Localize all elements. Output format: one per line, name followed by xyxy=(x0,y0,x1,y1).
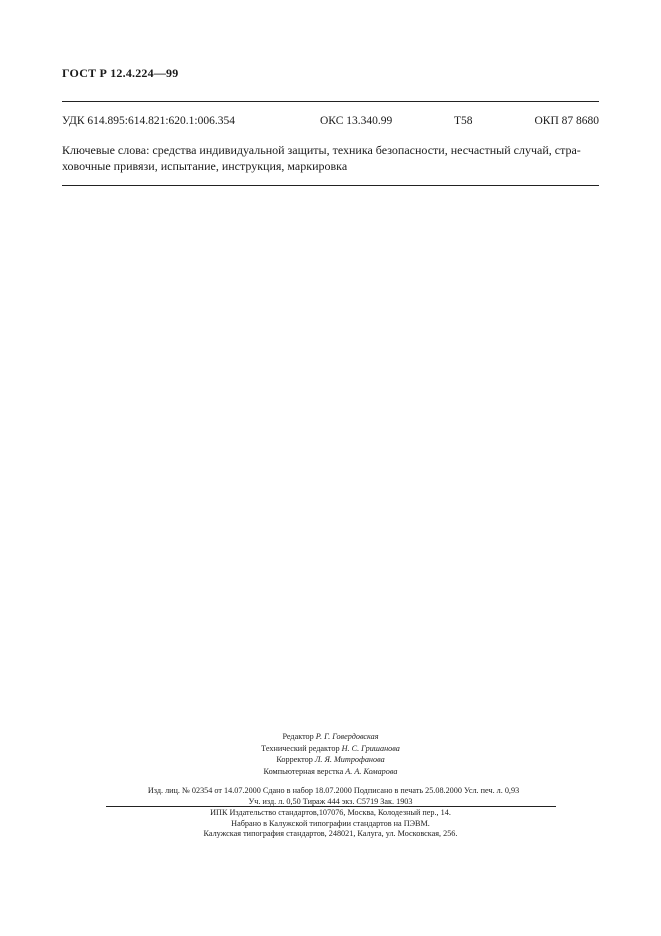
top-divider xyxy=(62,101,599,102)
staff-credits xyxy=(62,731,599,777)
keywords-block xyxy=(62,142,599,174)
imprint-block xyxy=(62,731,599,807)
pub-line-1: Изд. лиц. № 02354 от 14.07.2000 Сдано в набор 18.07.2000 Подписано в печать 25.08.2000 Усл. печ. л. 0,93 xyxy=(147,786,520,795)
press-line-2: Набрано в Калужской типографии стандартов на ПЭВМ. xyxy=(231,818,430,828)
corrector-name: Л. Я. Митрофанова xyxy=(314,755,385,764)
corrector-row xyxy=(62,754,599,766)
keywords-line-1: Ключевые слова: средства индивидуальной защиты, техника безопасности, несчастный случай, стра- xyxy=(62,143,581,157)
udc-code: УДК 614.895:614.821:620.1:006.354 xyxy=(62,115,235,127)
corrector-label: Корректор xyxy=(276,755,313,764)
layout-name: А. А. Комарова xyxy=(345,766,398,776)
imprint-divider xyxy=(106,806,556,807)
standard-id: ГОСТ Р 12.4.224—99 xyxy=(62,66,179,80)
publication-details xyxy=(62,786,599,807)
editor-name: Р. Г. Говердовская xyxy=(315,732,379,741)
layout-label: Компьютерная верстка xyxy=(263,766,344,776)
keywords-line-2: ховочные привязи, испытание, инструкция, маркировка xyxy=(62,159,348,173)
okp-code: ОКП 87 8680 xyxy=(534,115,599,127)
press-line-3: Калужская типография стандартов, 248021, Калуга, ул. Московская, 256. xyxy=(203,829,458,838)
editor-label: Редактор xyxy=(282,732,314,741)
keywords-divider xyxy=(62,185,599,186)
oks-code: ОКС 13.340.99 xyxy=(320,115,393,127)
press-details xyxy=(62,808,599,840)
tech-editor-row xyxy=(62,743,599,755)
press-line-1: ИПК Издательство стандартов,107076, Москва, Колодезный пер., 14. xyxy=(210,808,451,817)
layout-row xyxy=(62,766,599,778)
editor-row xyxy=(62,731,599,743)
tech-editor-name: Н. С. Гришанова xyxy=(341,743,400,753)
tech-editor-label: Технический редактор xyxy=(261,743,340,753)
group-code: Т58 xyxy=(454,115,473,127)
pub-line-2: Уч. изд. л. 0,50 Тираж 444 экз. С5719 Зак. 1903 xyxy=(248,796,413,806)
